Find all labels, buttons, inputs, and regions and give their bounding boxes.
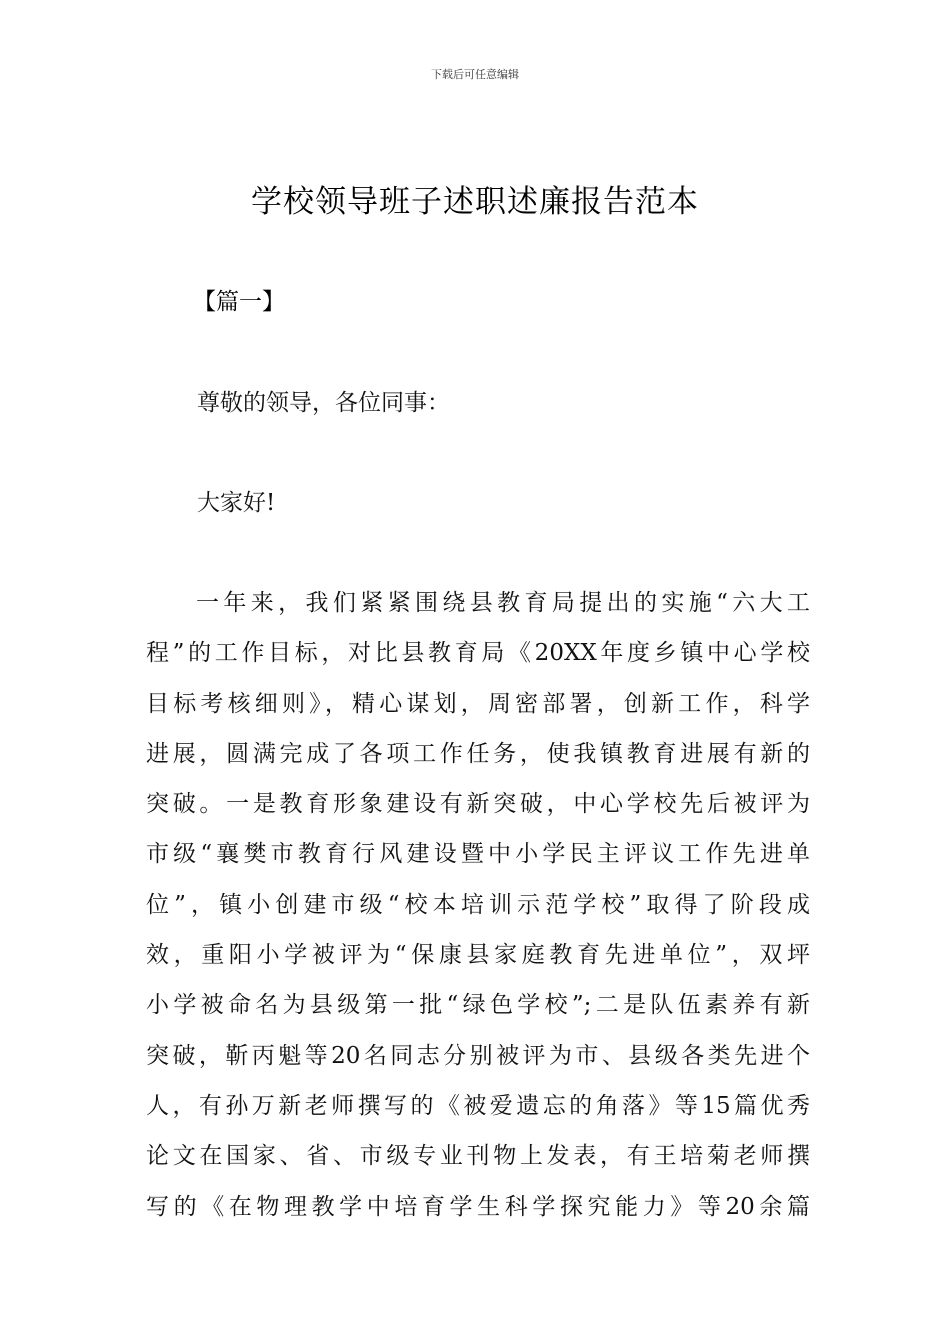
body-line: 人，有孙万新老师撰写的《被爱遗忘的角落》等15篇优秀: [146, 1092, 810, 1119]
header-note: 下载后可任意编辑: [431, 68, 519, 81]
body-line: 程”的工作目标，对比县教育局《20XX年度乡镇中心学校: [146, 640, 810, 667]
body-line: 突破，靳丙魁等20名同志分别被评为市、县级各类先进个: [146, 1042, 810, 1069]
body-line: 目标考核细则》，精心谋划，周密部署，创新工作，科学: [146, 690, 810, 717]
body-line: 论文在国家、省、市级专业刊物上发表，有王培菊老师撰: [146, 1143, 810, 1170]
body-line: 小学被命名为县级第一批“绿色学校”;二是队伍素养有新: [146, 992, 810, 1019]
body-paragraph: [146, 578, 810, 1232]
body-line: 一年来，我们紧紧围绕县教育局提出的实施“六大工: [196, 590, 810, 616]
body-line: 进展，圆满完成了各项工作任务，使我镇教育进展有新的: [146, 740, 810, 767]
section-label: 【篇一】: [193, 289, 285, 315]
body-line: 突破。一是教育形象建设有新突破，中心学校先后被评为: [146, 791, 810, 818]
document-title: 学校领导班子述职述廉报告范本: [251, 184, 699, 220]
greeting: 大家好!: [197, 490, 276, 516]
body-line: 效，重阳小学被评为“保康县家庭教育先进单位”，双坪: [146, 942, 810, 969]
body-line: 写的《在物理教学中培育学生科学探究能力》等20余篇: [146, 1193, 810, 1220]
salutation: 尊敬的领导，各位同事：: [197, 390, 450, 416]
body-line: 市级“襄樊市教育行风建设暨中小学民主评议工作先进单: [146, 841, 810, 868]
body-line: 位”，镇小创建市级“校本培训示范学校”取得了阶段成: [146, 891, 810, 918]
